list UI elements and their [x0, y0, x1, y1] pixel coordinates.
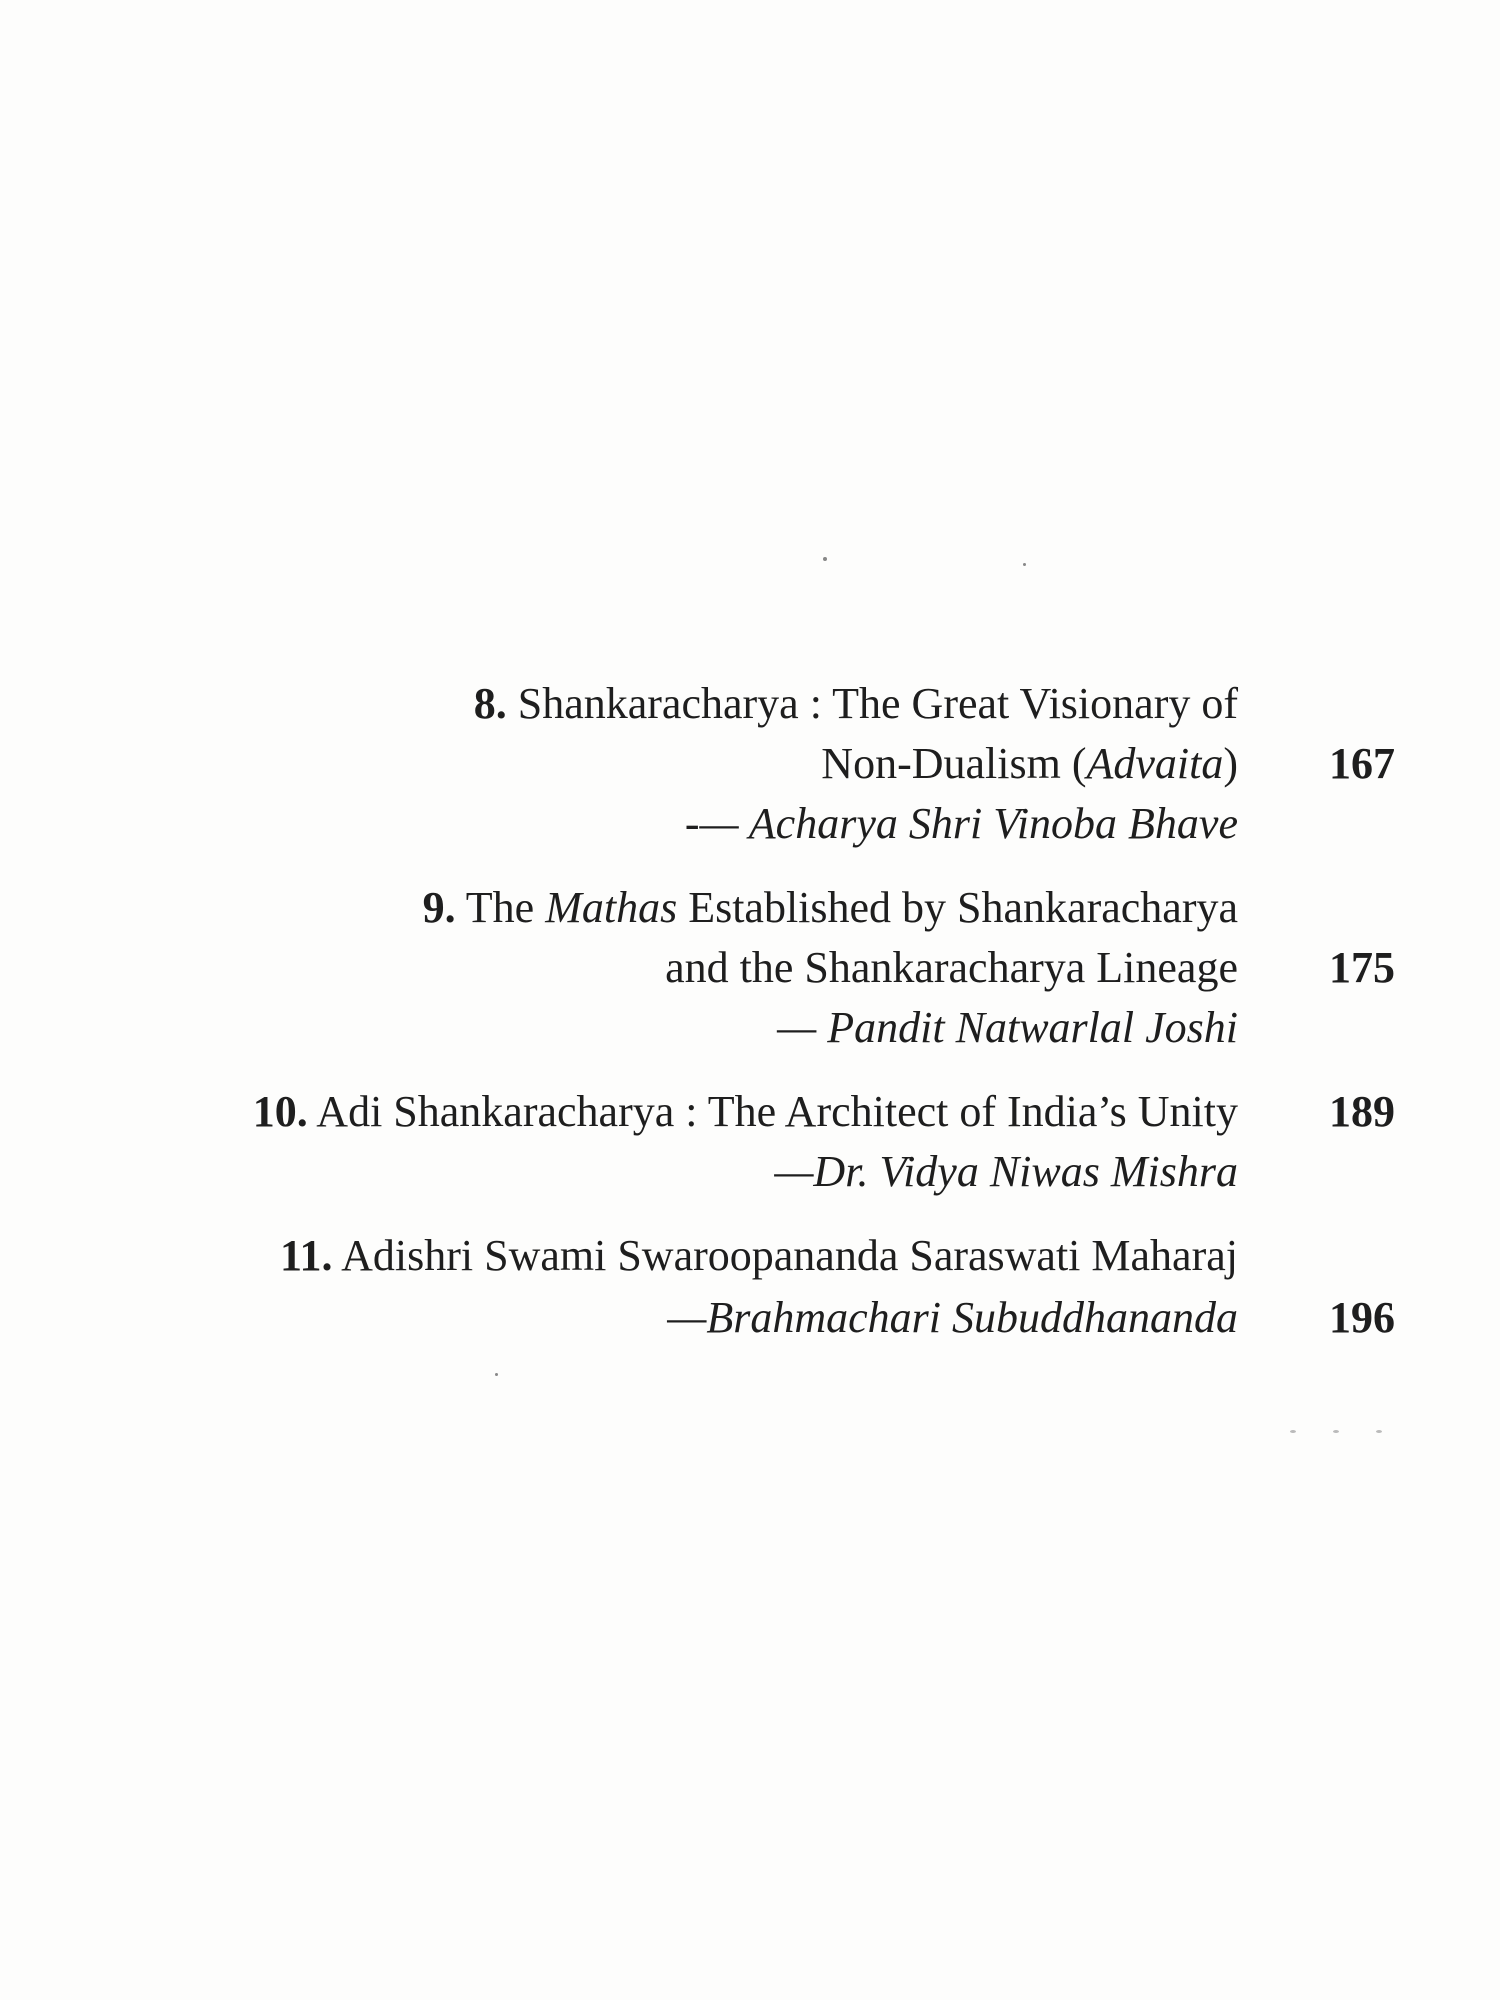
toc-entry-title: Adi Shankaracharya : The Architect of India’s Unity [307, 1087, 1238, 1136]
scan-speck [1023, 563, 1026, 566]
toc-entry-number: 11. [279, 1231, 333, 1280]
toc-entry-9-author: — Pandit Natwarlal Joshi [777, 1003, 1238, 1052]
toc-entry-title-segment: ) [1223, 739, 1238, 788]
scan-speck [1333, 1430, 1339, 1433]
toc-entry-11-page-number: 196 [1329, 1293, 1395, 1342]
toc-entry-8-author: -— Acharya Shri Vinoba Bhave [684, 799, 1238, 848]
toc-entry-number: 9. [422, 883, 456, 932]
toc-entry-8-title-line-2 [821, 738, 1238, 790]
toc-entry-11-author: —Brahmachari Subuddhananda [667, 1293, 1238, 1342]
toc-entry-title: Adishri Swami Swaroopananda Saraswati Maharaj [332, 1231, 1238, 1280]
toc-entry-title: Shankaracharya : The Great Visionary of [506, 679, 1238, 728]
toc-entry-9-page-number: 175 [1329, 943, 1395, 992]
toc-entry-title-segment: The [455, 883, 546, 932]
toc-entry-10-title-line-1 [253, 1086, 1238, 1138]
toc-entry-8-title-line-1 [474, 678, 1238, 730]
toc-entry-title-segment: Established by Shankaracharya [677, 883, 1238, 932]
toc-entry-9-title-line-1 [423, 882, 1238, 934]
toc-entry-10-author: —Dr. Vidya Niwas Mishra [774, 1147, 1238, 1196]
scan-speck [823, 557, 827, 561]
toc-entry-9-title-line-2: and the Shankaracharya Lineage [665, 943, 1238, 992]
toc-entry-10-page-number: 189 [1329, 1087, 1395, 1136]
scan-speck [1376, 1430, 1382, 1433]
toc-entry-number: 8. [473, 679, 507, 728]
toc-entry-number: 10. [252, 1087, 308, 1136]
toc-entry-title-segment: Non-Dualism ( [821, 739, 1087, 788]
toc-entry-title-italic: Mathas [545, 883, 678, 932]
toc-entry-8-page-number: 167 [1329, 739, 1395, 788]
scan-speck [495, 1373, 498, 1376]
toc-entry-11-title-line-1 [280, 1230, 1238, 1282]
toc-entry-title-italic: Advaita [1086, 739, 1224, 788]
scan-speck [1290, 1430, 1296, 1433]
